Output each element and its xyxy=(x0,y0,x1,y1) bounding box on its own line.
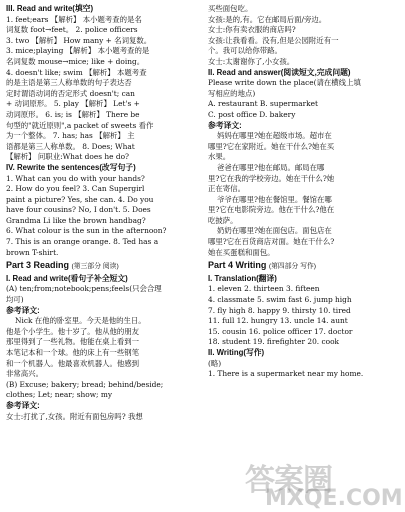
answer-line: (A) ten;from;notebook;pens;feels(只会合理 xyxy=(6,284,162,294)
answer-line: 词复数 foot→feet。 2. police officers xyxy=(6,25,138,35)
answer-line: 为一个整体。 7. has; has 【解析】 主 xyxy=(6,131,135,141)
answer-line: 1. What can you do with your hands? xyxy=(6,173,145,183)
answer-line: 4. doesn't like; swim 【解析】 本题考查 xyxy=(6,67,147,77)
translation-line: 奶奶在哪里?她在面包店。面包店在 xyxy=(217,226,332,236)
right-column xyxy=(208,4,401,380)
answer-line: 的是主语是第三人称单数的句子表达否 xyxy=(6,78,132,88)
answer-line: 6. What colour is the sun in the afternoon? xyxy=(6,226,167,236)
dialogue-line: 女士:打扰了,女孩。附近有面包房吗? 我想 xyxy=(6,411,143,421)
answer-line: C. post office D. bakery xyxy=(208,109,296,119)
reference-translation-label: 参考译文: xyxy=(6,305,40,315)
answer-line: A. restaurant B. supermarket xyxy=(208,99,318,109)
watermark-url: MXQE.COM xyxy=(265,486,403,511)
section-heading-translation: I. Translation(翻译) xyxy=(208,273,277,283)
reference-translation-label: 参考译文: xyxy=(208,120,242,130)
translation-line: 本笔记本和一个球。他的床上有一些钢笔 xyxy=(6,348,140,357)
section-heading-iv: IV. Rewrite the sentences(改写句子) xyxy=(6,162,136,172)
dialogue-line: 个。我可以给你带路。 xyxy=(208,46,282,56)
answer-line: 7. This is an orange orange. 8. Ted has a xyxy=(6,237,159,247)
answer-line: have four cousins? No, I don't. 5. Does xyxy=(6,205,151,215)
answer-line: 1. eleven 2. thirteen 3. fifteen xyxy=(208,284,320,294)
answer-line: Grandma Li like the brown handbag? xyxy=(6,215,146,225)
translation-line: 里?它在我的学校旁边。她在干什么?她 xyxy=(208,173,335,183)
answer-line: 11. full 12. hungry 13. uncle 14. aunt xyxy=(208,316,348,326)
answer-line: 18. student 19. firefighter 20. cook xyxy=(208,337,340,347)
answer-line: 2. How do you feel? 3. Can Supergirl xyxy=(6,184,145,194)
answer-line: (B) Excuse; bakery; bread; behind/beside; xyxy=(6,379,164,389)
translation-line: 正在寄信。 xyxy=(208,184,245,194)
answer-line: 4. classmate 5. swim fast 6. jump high xyxy=(208,295,352,305)
part3-title-text: Part 3 Reading xyxy=(6,260,70,271)
answer-line: 【解析】 问职业:What does he do? xyxy=(6,152,129,162)
translation-line: 哪里?它在百货商店对面。她在干什么? xyxy=(208,237,335,247)
reference-translation-label: 参考译文: xyxy=(6,400,40,410)
answer-line: brown T-shirt. xyxy=(6,247,59,257)
dialogue-line: 买些面包吃。 xyxy=(208,4,253,13)
part3-title xyxy=(6,260,199,273)
answer-line: paint a picture? Yes, she can. 4. Do you xyxy=(6,194,154,204)
answer-line: 1. There is a supermarket near my home. xyxy=(208,369,364,379)
dialogue-line: 女士:你有卖衣服的商店吗? xyxy=(208,25,296,35)
dialogue-line: 女士:太谢谢你了,小女孩。 xyxy=(208,56,295,66)
answer-line: (略) xyxy=(208,358,222,368)
translation-line: 非常高兴。 xyxy=(6,369,43,379)
answer-line: 名词复数 mouse→mice; like + doing。 xyxy=(6,56,145,66)
answer-line: 均可) xyxy=(6,295,24,305)
answer-line: clothes; Let; near; show; my xyxy=(6,390,113,400)
translation-line: 水果。 xyxy=(208,152,231,162)
left-column xyxy=(6,4,199,422)
translation-line: 妈妈在哪里?她在超级市场。超市在 xyxy=(217,131,332,141)
section-heading-read-answer: II. Read and answer(阅读短文,完成问题) xyxy=(208,67,351,77)
answer-line: Please write down the place(请在横线上填 xyxy=(208,78,361,88)
section-heading-reading-i: I. Read and write(看句子补全短文) xyxy=(6,273,128,283)
answer-line: 句型的"就近原则",a packet of sweets 看作 xyxy=(6,120,154,130)
translation-line: Nick 在他的卧室里。今天是他的生日。 xyxy=(15,316,146,326)
part4-subtitle: (第四部分 写作) xyxy=(268,263,317,271)
part4-title-text: Part 4 Writing xyxy=(208,260,267,271)
translation-line: 她在买蛋糕和面包。 xyxy=(208,247,275,257)
part3-subtitle: (第三部分 阅读) xyxy=(71,263,119,271)
answer-line: 写相应的地点) xyxy=(208,88,256,98)
translation-line: 和一个机器人。他最喜欢机器人。他感到 xyxy=(6,358,140,368)
translation-line: 爷爷在哪里?他在餐馆里。餐馆在哪 xyxy=(217,194,332,204)
translation-line: 那里得到了一些礼物。他能在桌上看到一 xyxy=(6,337,140,347)
translation-line: 他是个小学生。他十岁了。他从他的朋友 xyxy=(6,326,140,336)
answer-line: 3. two 【解析】 How many + 名词复数。 xyxy=(6,35,152,45)
answer-line: + 动词原形。 5. play 【解析】 Let's + xyxy=(6,99,140,109)
dialogue-line: 女孩:让我看看。没有,但是公园附近有一 xyxy=(208,35,339,45)
answer-line: 1. feet;ears 【解析】 本小题考查的是名 xyxy=(6,14,142,24)
answer-line: 7. fly high 8. happy 9. thirsty 10. tired xyxy=(208,305,351,315)
answer-line: 语都是第三人称单数。 8. Does; What xyxy=(6,141,135,151)
answer-line: 定时谓语动词的否定形式 doesn't; can xyxy=(6,88,135,98)
dialogue-line: 女孩:是的,有。它在邮局后面/旁边。 xyxy=(208,14,327,24)
translation-line: 爸爸在哪里?他在邮局。邮局在哪 xyxy=(217,162,325,172)
translation-line: 吃披萨。 xyxy=(208,215,238,225)
answer-line: 3. mice;playing 【解析】 本小题考查的是 xyxy=(6,46,150,56)
translation-line: 哪里?它在家附近。她在干什么?她在买 xyxy=(208,141,335,151)
section-heading-iii: III. Read and write(填空) xyxy=(6,4,94,13)
part4-title xyxy=(208,260,401,273)
answer-line: 15. cousin 16. police officer 17. doctor xyxy=(208,326,353,336)
translation-line: 里?它在电影院旁边。他在干什么?他在 xyxy=(208,205,335,215)
answer-line: 动词原形。 6. is; is 【解析】 There be xyxy=(6,109,140,119)
section-heading-writing: II. Writing(写作) xyxy=(208,348,265,357)
watermark-logo: 答案圈 xyxy=(245,463,332,498)
